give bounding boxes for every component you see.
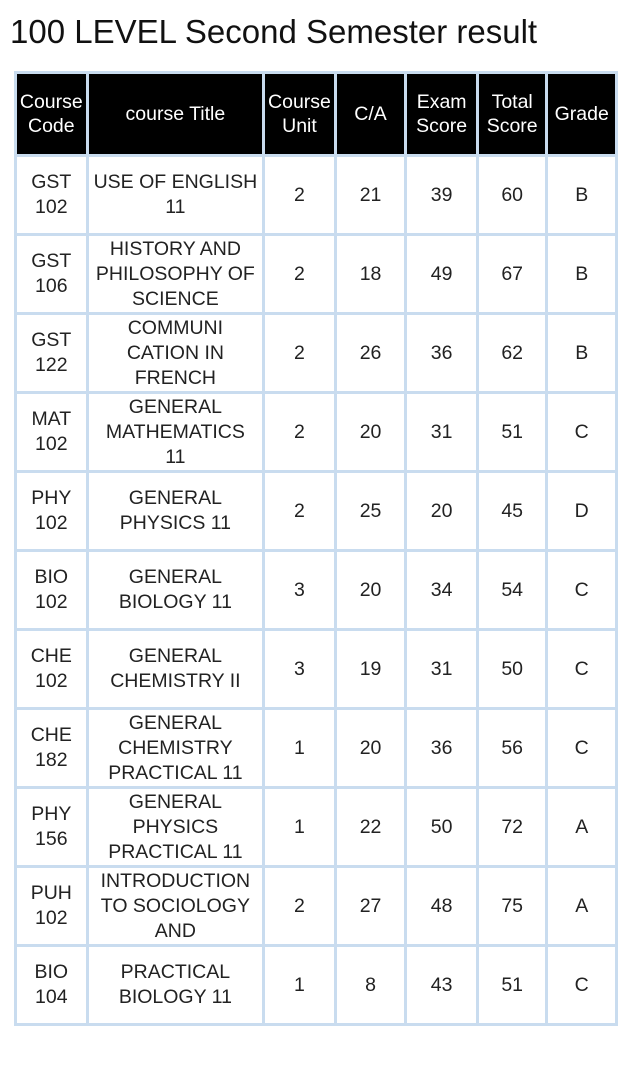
ca-cell: 20 <box>337 394 405 470</box>
course-title-cell-line: PRACTICAL 11 <box>108 840 243 863</box>
exam-score-cell: 43 <box>407 947 476 1023</box>
grade-cell: A <box>548 868 615 944</box>
course-title-cell-line: PHYSICS <box>132 815 219 838</box>
course-title-cell-line: BIOLOGY 11 <box>118 986 232 1008</box>
exam-score-cell: 31 <box>407 394 476 470</box>
course-title-cell <box>89 394 263 470</box>
grade-cell: C <box>548 710 615 786</box>
course-code-cell-line: 102 <box>35 433 68 455</box>
course-title-cell-line: FRENCH <box>134 366 216 389</box>
course-title-cell-line: PHILOSOPHY OF <box>95 262 255 285</box>
course-title-cell <box>89 631 263 707</box>
course-code-cell <box>17 710 86 786</box>
course-title-cell-line: MATHEMATICS <box>105 420 245 443</box>
course-code-cell <box>17 315 86 391</box>
ca-cell: 22 <box>337 789 405 865</box>
ca-cell: 25 <box>337 473 405 549</box>
header-course-unit-line: Unit <box>282 115 317 137</box>
total-score-cell: 45 <box>479 473 546 549</box>
ca-cell: 26 <box>337 315 405 391</box>
course-title-cell <box>89 868 263 944</box>
course-title-cell-line: SCIENCE <box>132 287 219 310</box>
course-code-cell-line: 102 <box>35 670 68 692</box>
course-title-cell-line: GENERAL <box>128 566 222 588</box>
table-row <box>17 394 615 470</box>
header-exam-score <box>407 74 476 154</box>
exam-score-cell: 36 <box>407 315 476 391</box>
course-title-cell-line: COMMUNI <box>127 316 224 339</box>
course-code-cell <box>17 157 86 233</box>
header-total-score <box>479 74 546 154</box>
course-code-cell <box>17 631 86 707</box>
course-unit-cell: 2 <box>265 868 334 944</box>
course-unit-cell: 1 <box>265 789 334 865</box>
course-unit-cell: 2 <box>265 473 334 549</box>
grade-cell: C <box>548 394 615 470</box>
total-score-cell: 75 <box>479 868 546 944</box>
course-title-cell-line: GENERAL <box>128 487 222 509</box>
course-title-cell-line: CHEMISTRY II <box>110 670 241 692</box>
ca-cell: 18 <box>337 236 405 312</box>
ca-cell: 21 <box>337 157 405 233</box>
course-code-cell-line: 122 <box>35 354 68 376</box>
header-course-title: course Title <box>89 74 263 154</box>
course-title-cell <box>89 473 263 549</box>
exam-score-cell: 20 <box>407 473 476 549</box>
course-title-cell <box>89 552 263 628</box>
course-code-cell-line: GST <box>31 329 72 351</box>
course-code-cell-line: GST <box>31 171 72 193</box>
course-title-cell-line: GENERAL <box>128 711 222 734</box>
header-grade: Grade <box>548 74 615 154</box>
table-row <box>17 157 615 233</box>
table-row <box>17 631 615 707</box>
course-unit-cell: 1 <box>265 710 334 786</box>
course-title-cell-line: HISTORY AND <box>109 237 241 260</box>
total-score-cell: 60 <box>479 157 546 233</box>
course-code-cell-line: GST <box>31 250 72 272</box>
course-code-cell-line: 102 <box>35 196 68 218</box>
course-title-cell <box>89 236 263 312</box>
course-title-cell-line: BIOLOGY 11 <box>118 591 232 613</box>
header-course-code-line: Course <box>19 91 83 113</box>
header-total-score-line: Score <box>486 115 538 137</box>
course-title-cell-line: USE OF ENGLISH <box>93 171 258 193</box>
table-row <box>17 789 615 865</box>
total-score-cell: 56 <box>479 710 546 786</box>
course-code-cell-line: PHY <box>31 803 72 825</box>
grade-cell: B <box>548 236 615 312</box>
grade-cell: C <box>548 552 615 628</box>
course-code-cell-line: BIO <box>34 566 69 588</box>
course-title-cell-line: GENERAL <box>128 790 222 813</box>
ca-cell: 20 <box>337 710 405 786</box>
course-title-cell-line: GENERAL <box>128 395 222 418</box>
course-title-cell-line: 11 <box>165 445 186 468</box>
course-title-cell-line: AND <box>154 919 196 942</box>
course-code-cell-line: 182 <box>35 749 68 771</box>
grade-cell: C <box>548 947 615 1023</box>
course-code-cell-line: PHY <box>31 487 72 509</box>
course-code-cell <box>17 473 86 549</box>
course-code-cell <box>17 789 86 865</box>
table-row <box>17 710 615 786</box>
course-code-cell-line: 156 <box>35 828 68 850</box>
course-title-cell-line: TO SOCIOLOGY <box>100 894 250 917</box>
course-code-cell <box>17 236 86 312</box>
course-code-cell <box>17 868 86 944</box>
total-score-cell: 62 <box>479 315 546 391</box>
header-ca: C/A <box>337 74 405 154</box>
exam-score-cell: 48 <box>407 868 476 944</box>
course-title-cell-line: 11 <box>165 196 186 218</box>
course-code-cell <box>17 947 86 1023</box>
table-row <box>17 947 615 1023</box>
course-code-cell-line: 104 <box>35 986 68 1008</box>
course-code-cell <box>17 552 86 628</box>
grade-cell: D <box>548 473 615 549</box>
page-title: 100 LEVEL Second Semester result <box>10 13 538 50</box>
course-code-cell-line: BIO <box>34 961 69 983</box>
exam-score-cell: 39 <box>407 157 476 233</box>
table-row <box>17 552 615 628</box>
course-title-cell-line: CATION IN <box>126 341 224 364</box>
exam-score-cell: 31 <box>407 631 476 707</box>
total-score-cell: 67 <box>479 236 546 312</box>
course-unit-cell: 1 <box>265 947 334 1023</box>
exam-score-cell: 36 <box>407 710 476 786</box>
table-row <box>17 473 615 549</box>
header-exam-score-line: Score <box>416 115 468 137</box>
total-score-cell: 51 <box>479 947 546 1023</box>
ca-cell: 27 <box>337 868 405 944</box>
header-course-unit <box>265 74 334 154</box>
table-row <box>17 868 615 944</box>
course-unit-cell: 2 <box>265 157 334 233</box>
course-title-cell <box>89 789 263 865</box>
course-unit-cell: 2 <box>265 394 334 470</box>
ca-cell: 20 <box>337 552 405 628</box>
course-title-cell-line: PRACTICAL <box>120 961 231 983</box>
course-code-cell-line: 102 <box>35 907 68 929</box>
course-title-cell-line: GENERAL <box>128 645 222 667</box>
course-unit-cell: 2 <box>265 236 334 312</box>
header-course-unit-line: Course <box>268 91 331 113</box>
header-course-code <box>17 74 86 154</box>
course-code-cell-line: CHE <box>30 645 72 667</box>
course-unit-cell: 3 <box>265 552 334 628</box>
total-score-cell: 50 <box>479 631 546 707</box>
results-table <box>14 71 618 1026</box>
ca-cell: 19 <box>337 631 405 707</box>
exam-score-cell: 49 <box>407 236 476 312</box>
course-unit-cell: 2 <box>265 315 334 391</box>
course-code-cell-line: CHE <box>30 724 72 746</box>
total-score-cell: 72 <box>479 789 546 865</box>
grade-cell: A <box>548 789 615 865</box>
course-code-cell-line: PUH <box>30 882 72 904</box>
course-code-cell <box>17 394 86 470</box>
header-row <box>17 74 615 154</box>
course-title-cell-line: PRACTICAL 11 <box>108 761 243 784</box>
course-code-cell-line: 106 <box>35 275 68 297</box>
grade-cell: B <box>548 157 615 233</box>
course-unit-cell: 3 <box>265 631 334 707</box>
course-code-cell-line: 102 <box>35 512 68 534</box>
course-title-cell <box>89 947 263 1023</box>
results-body <box>17 157 615 1023</box>
header-course-code-line: Code <box>27 115 75 137</box>
course-code-cell-line: 102 <box>35 591 68 613</box>
course-code-cell-line: MAT <box>31 408 72 430</box>
course-title-cell-line: INTRODUCTION <box>100 869 251 892</box>
exam-score-cell: 50 <box>407 789 476 865</box>
course-title-cell <box>89 315 263 391</box>
header-total-score-line: Total <box>491 91 533 113</box>
total-score-cell: 51 <box>479 394 546 470</box>
course-title-cell-line: CHEMISTRY <box>118 736 233 759</box>
course-title-cell-line: PHYSICS 11 <box>119 512 232 534</box>
table-row <box>17 236 615 312</box>
ca-cell: 8 <box>337 947 405 1023</box>
course-title-cell <box>89 710 263 786</box>
total-score-cell: 54 <box>479 552 546 628</box>
table-row <box>17 315 615 391</box>
exam-score-cell: 34 <box>407 552 476 628</box>
course-title-cell <box>89 157 263 233</box>
header-exam-score-line: Exam <box>416 91 467 113</box>
grade-cell: B <box>548 315 615 391</box>
grade-cell: C <box>548 631 615 707</box>
